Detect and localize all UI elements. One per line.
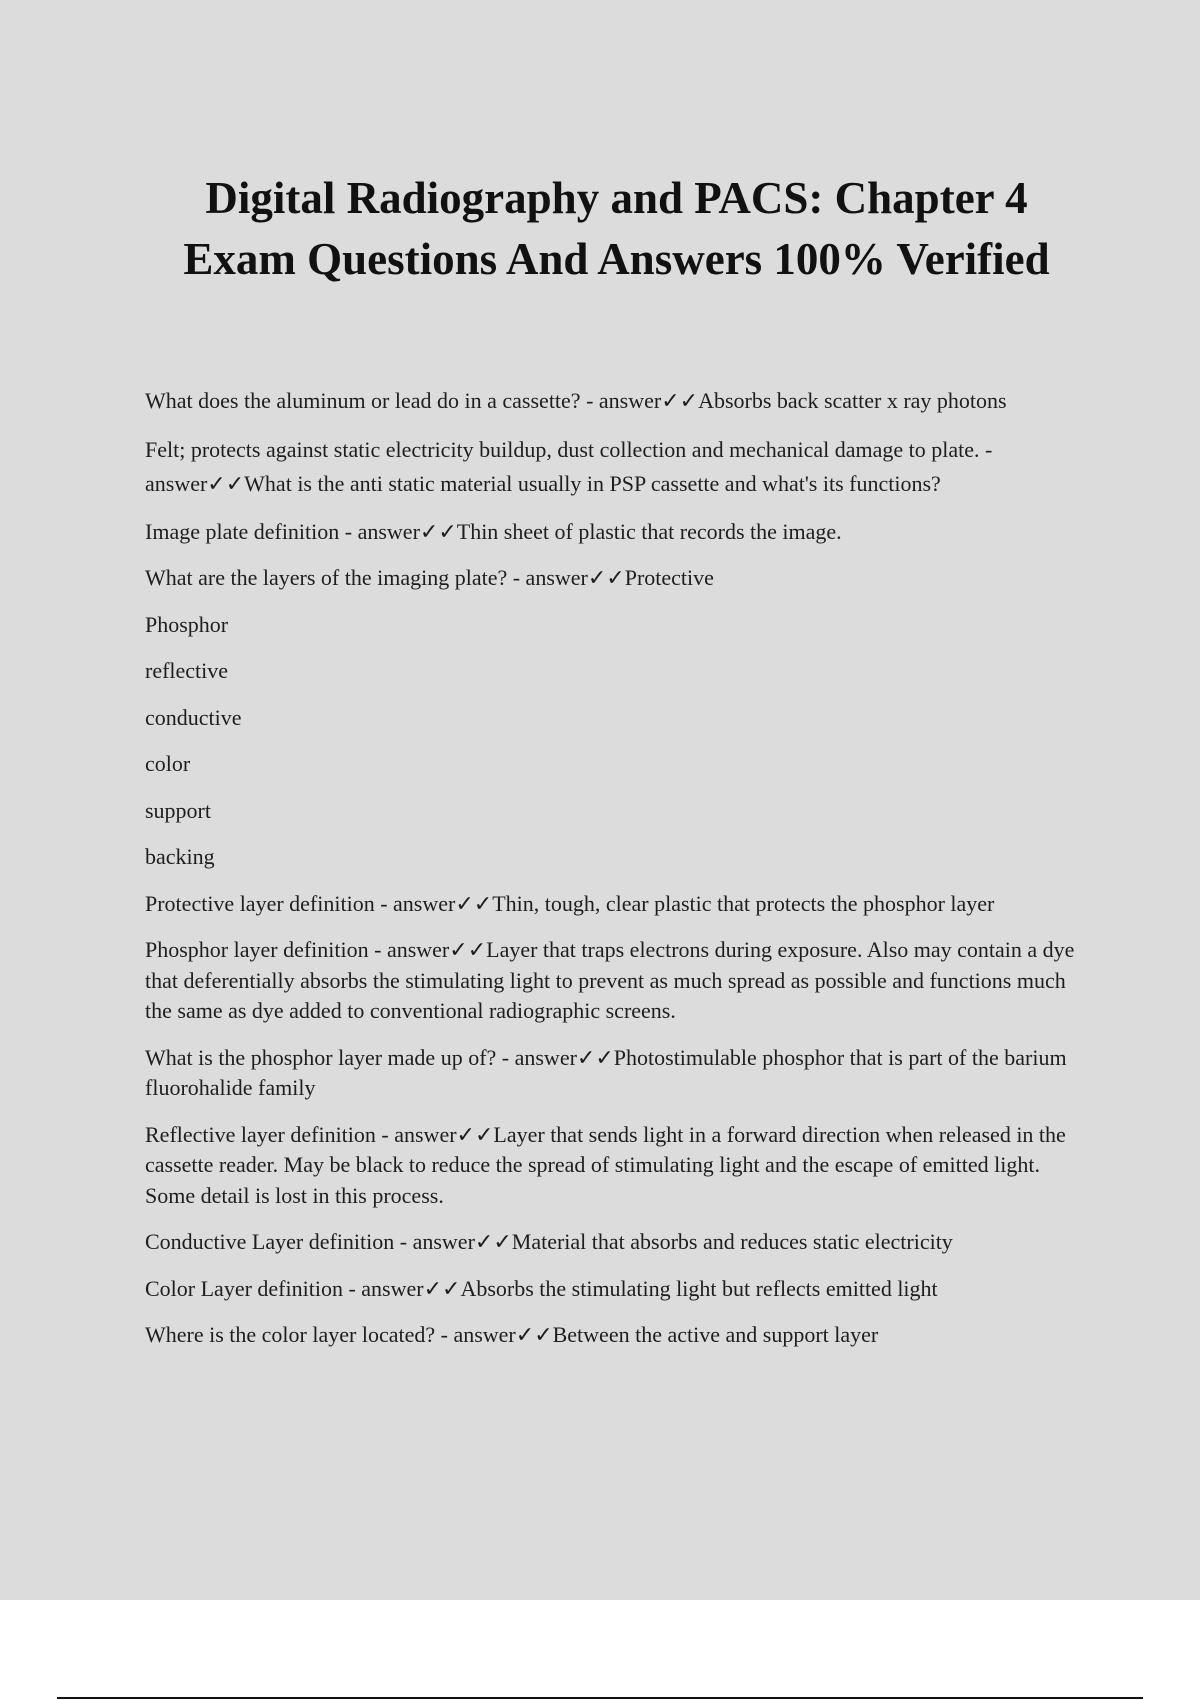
footer-divider	[57, 1697, 1143, 1699]
list-item: color	[145, 751, 191, 776]
qa-paragraph: Image plate definition - answer✓✓Thin sheet of plastic that records the image.	[145, 518, 842, 544]
list-item: conductive	[145, 704, 242, 730]
qa-paragraph: What is the phosphor layer made up of? - answer✓✓Photostimulable phosphor that is part of the barium fluorohalide family	[145, 1044, 1067, 1100]
qa-paragraph: Conductive Layer definition - answer✓✓Material that absorbs and reduces static electricity	[145, 1229, 953, 1254]
document-title	[100, 168, 1133, 290]
list-item: Phosphor	[145, 611, 229, 637]
qa-content	[145, 386, 1095, 1367]
title-line-1: Digital Radiography and PACS: Chapter 4	[205, 173, 1028, 223]
qa-paragraph: What are the layers of the imaging plate? - answer✓✓Protective	[145, 565, 714, 590]
qa-paragraph: Phosphor layer definition - answer✓✓Layer that traps electrons during exposure. Also may contain a dye that deferentially absorbs the stimulating light to prevent as much spread as possible and functions much the same as dye added to conventional radiographic screens.	[145, 937, 1075, 1023]
qa-paragraph: Where is the color layer located? - answer✓✓Between the active and support layer	[145, 1322, 879, 1347]
qa-paragraph: Color Layer definition - answer✓✓Absorbs the stimulating light but reflects emitted light	[145, 1275, 938, 1301]
qa-paragraph: Reflective layer definition - answer✓✓Layer that sends light in a forward direction when released in the cassette reader. May be black to reduce the spread of stimulating light and the escape of emitted light. Some detail is lost in this process.	[145, 1121, 1066, 1208]
list-item: support	[145, 797, 211, 823]
qa-paragraph: What does the aluminum or lead do in a cassette? - answer✓✓Absorbs back scatter x ray photons	[145, 388, 1007, 413]
list-item: reflective	[145, 658, 229, 683]
list-item: backing	[145, 844, 215, 869]
title-line-2: Exam Questions And Answers 100% Verified	[183, 234, 1050, 284]
qa-paragraph: Felt; protects against static electricity buildup, dust collection and mechanical damage to plate. - answer✓✓What is the anti static material usually in PSP cassette and what's its functions?	[145, 436, 993, 496]
qa-paragraph: Protective layer definition - answer✓✓Thin, tough, clear plastic that protects the phosphor layer	[145, 890, 995, 916]
